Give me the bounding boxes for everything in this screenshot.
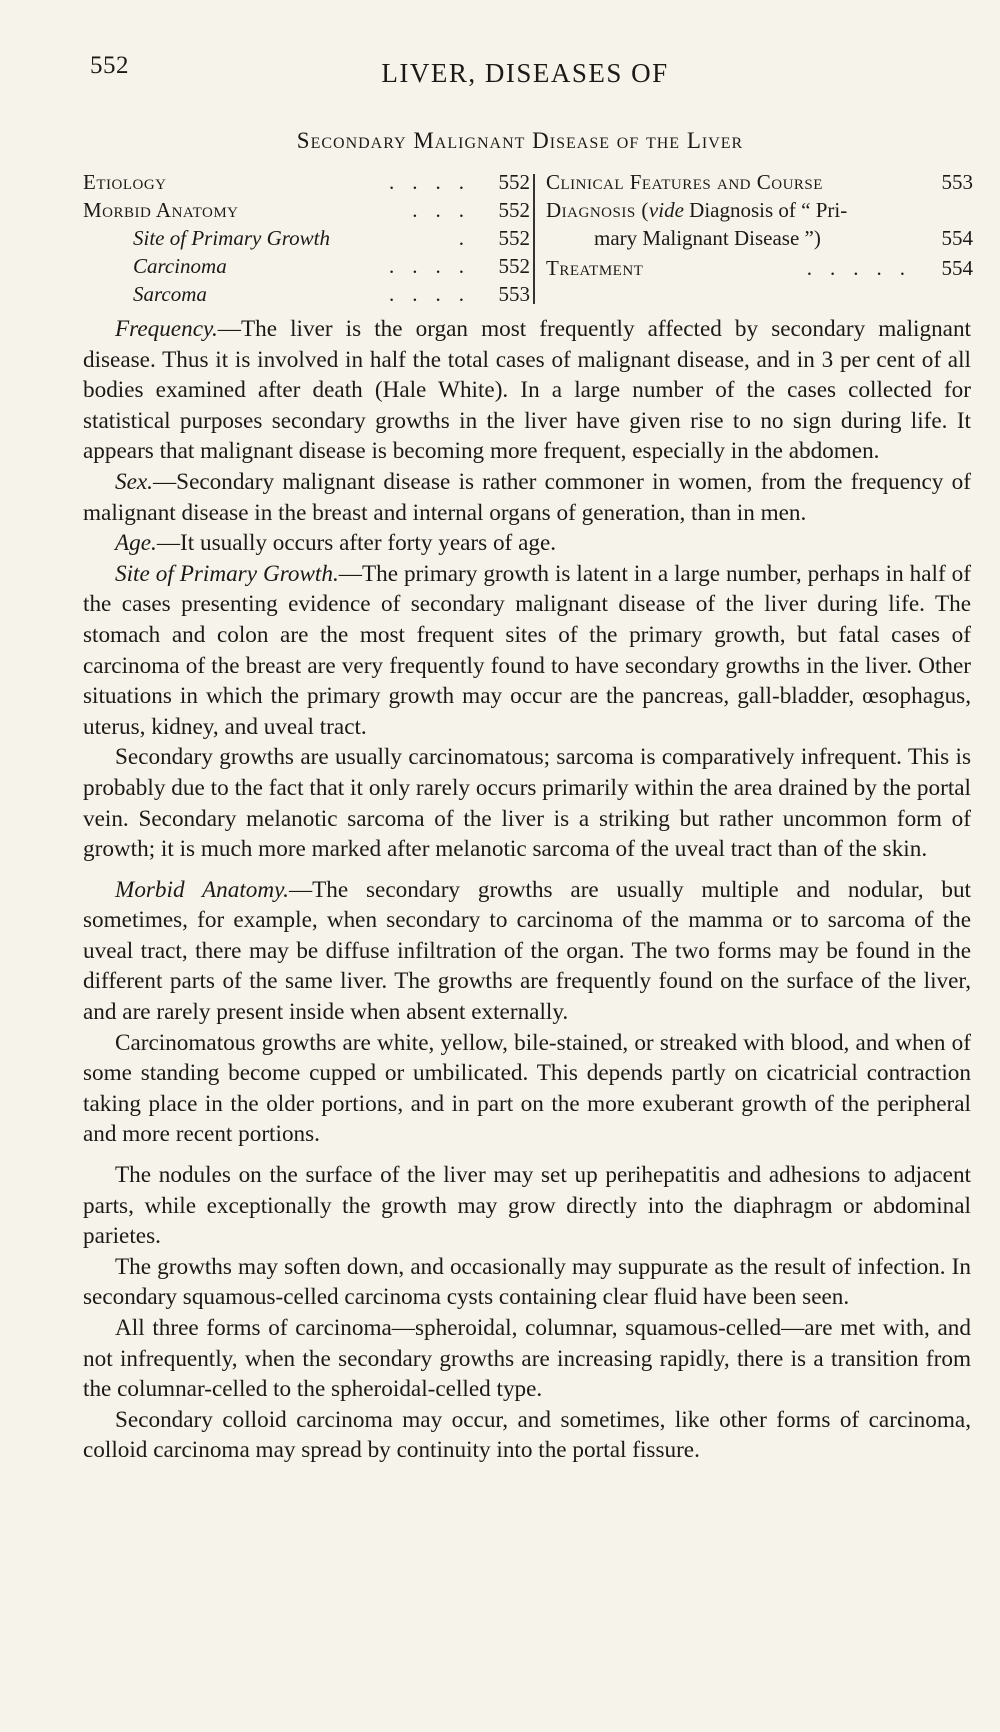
table-of-contents (83, 168, 973, 313)
page-number: 552 (90, 52, 129, 79)
toc-divider (533, 174, 535, 304)
paragraph (83, 1405, 971, 1466)
toc-entry (546, 254, 973, 282)
paragraph (83, 1028, 971, 1150)
toc-left-column (83, 168, 530, 308)
paragraph (83, 875, 971, 1028)
paragraph-text: Carcinomatous growths are white, yellow, bile-stained, or streaked with blood, and when of some standing become cupped or umbilicated. This depends partly on cicatricial contraction taking place in the older portions, and in part on the more exuberant growth of the peripheral and more recent portions. (83, 1029, 971, 1148)
toc-entry (83, 280, 530, 308)
toc-entry (83, 168, 530, 196)
toc-entry-page: 553 (941, 170, 973, 194)
toc-leader-dots: ..... (806, 256, 923, 280)
paragraph (83, 1160, 971, 1252)
paragraph-heading: Morbid Anatomy. (115, 876, 289, 903)
body-text (83, 314, 971, 1466)
paragraph-text: —It usually occurs after forty years of age. (156, 530, 557, 557)
toc-entry-label-continued: mary Malignant Disease ”) (594, 226, 821, 250)
toc-entry-page: 552 (498, 170, 530, 194)
toc-entry-page: 552 (498, 198, 530, 222)
paragraph-text: —Secondary malignant disease is rather commoner in women, from the frequency of malignant disease in the breast and internal organs of generation, than in men. (83, 468, 971, 526)
toc-leader-dots: .... (389, 170, 482, 194)
section-title: Secondary Malignant Disease of the Liver (296, 128, 744, 153)
toc-entry (83, 252, 530, 280)
paragraph-text: All three forms of carcinoma—spheroidal, columnar, squamous-celled—are met with, and not infrequently, when the secondary growths are increasing rapidly, there is a transition from the columnar-celled to the spheroidal-celled type. (83, 1315, 971, 1403)
paragraph-text: —The liver is the organ most frequently affected by secondary malignant disease. Thus it is involved in half the total cases of malignant disease, and in 3 per cent of all bodies examined after death (Hale White). In a large number of the cases collected for statistical purposes secondary growths in the liver have given rise to no sign during life. It appears that malignant disease is becoming more frequent, especially in the abdomen. (83, 316, 971, 465)
paragraph (83, 314, 971, 467)
paragraph-heading: Sex. (115, 468, 153, 495)
toc-entry-label: Morbid Anatomy (83, 198, 239, 222)
toc-entry-label: Etiology (83, 170, 167, 194)
paragraph (83, 467, 971, 528)
paragraph (83, 1252, 971, 1313)
toc-entry-page: 553 (498, 282, 530, 306)
toc-entry-label: Sarcoma (133, 282, 207, 306)
paragraph-text: —The primary growth is latent in a large number, perhaps in half of the cases presenting evidence of secondary malignant disease of the liver during life. The stomach and colon are the most frequent sites of the primary growth, but fatal cases of carcinoma of the breast are very frequently found to have secondary growths in the liver. Other situations in which the primary growth may occur are the pancreas, gall-bladder, œsophagus, uterus, kidney, and uveal tract. (83, 560, 971, 740)
paragraph-text: Secondary colloid carcinoma may occur, and sometimes, like other forms of carcinoma, colloid carcinoma may spread by continuity into the portal fissure. (83, 1406, 971, 1464)
running-head: LIVER, DISEASES OF (381, 58, 669, 88)
toc-entry-page: 552 (498, 254, 530, 278)
paragraph (83, 1313, 971, 1405)
toc-entry (83, 224, 530, 252)
toc-entry-label: Site of Primary Growth (133, 226, 330, 250)
toc-entry-label: Carcinoma (133, 254, 227, 278)
toc-leader-dots: .... (389, 254, 482, 278)
toc-entry-label: Diagnosis (vide Diagnosis of “ Pri- (546, 198, 848, 222)
paragraph-text: Secondary growths are usually carcinomatous; sarcoma is comparatively infrequent. This is probably due to the fact that it only rarely occurs primarily within the area drained by the portal vein. Secondary melanotic sarcoma of the liver is a striking but rather uncommon form of growth; it is much more marked after melanotic sarcoma of the uveal tract than of the skin. (83, 744, 971, 863)
toc-entry-page: 554 (941, 256, 973, 280)
paragraph (83, 559, 971, 743)
toc-leader-dots: . (458, 226, 482, 250)
paragraph-text: The nodules on the surface of the liver may set up perihepatitis and adhesions to adjacent parts, while exceptionally the growth may grow directly into the diaphragm or abdominal parietes. (83, 1162, 971, 1250)
paragraph-text: The growths may soften down, and occasionally may suppurate as the result of infection. In secondary squamous-celled carcinoma cysts containing clear fluid have been seen. (83, 1253, 971, 1311)
toc-entry-label: Treatment (546, 256, 644, 280)
toc-leader-dots: .... (389, 282, 482, 306)
toc-entry-label: Clinical Features and Course (546, 170, 823, 194)
paragraph-heading: Age. (115, 530, 157, 557)
paragraph (83, 742, 971, 864)
toc-entry-page: 554 (941, 226, 973, 250)
toc-entry (546, 196, 973, 252)
toc-right-column (546, 168, 973, 282)
paragraph-heading: Site of Primary Growth. (115, 560, 339, 587)
toc-entry (546, 168, 973, 196)
paragraph-heading: Frequency. (115, 316, 218, 342)
paragraph-text: —The secondary growths are usually multiple and nodular, but sometimes, for example, when secondary to carcinoma of the mamma or to sarcoma of the uveal tract, there may be diffuse infiltration of the organ. The two forms may be found in the different parts of the same liver. The growths are frequently found on the surface of the liver, and are rarely present inside when absent externally. (83, 876, 971, 1026)
toc-entry-page: 552 (498, 226, 530, 250)
paragraph (83, 528, 971, 559)
toc-entry (83, 196, 530, 224)
toc-leader-dots: ... (412, 198, 482, 222)
